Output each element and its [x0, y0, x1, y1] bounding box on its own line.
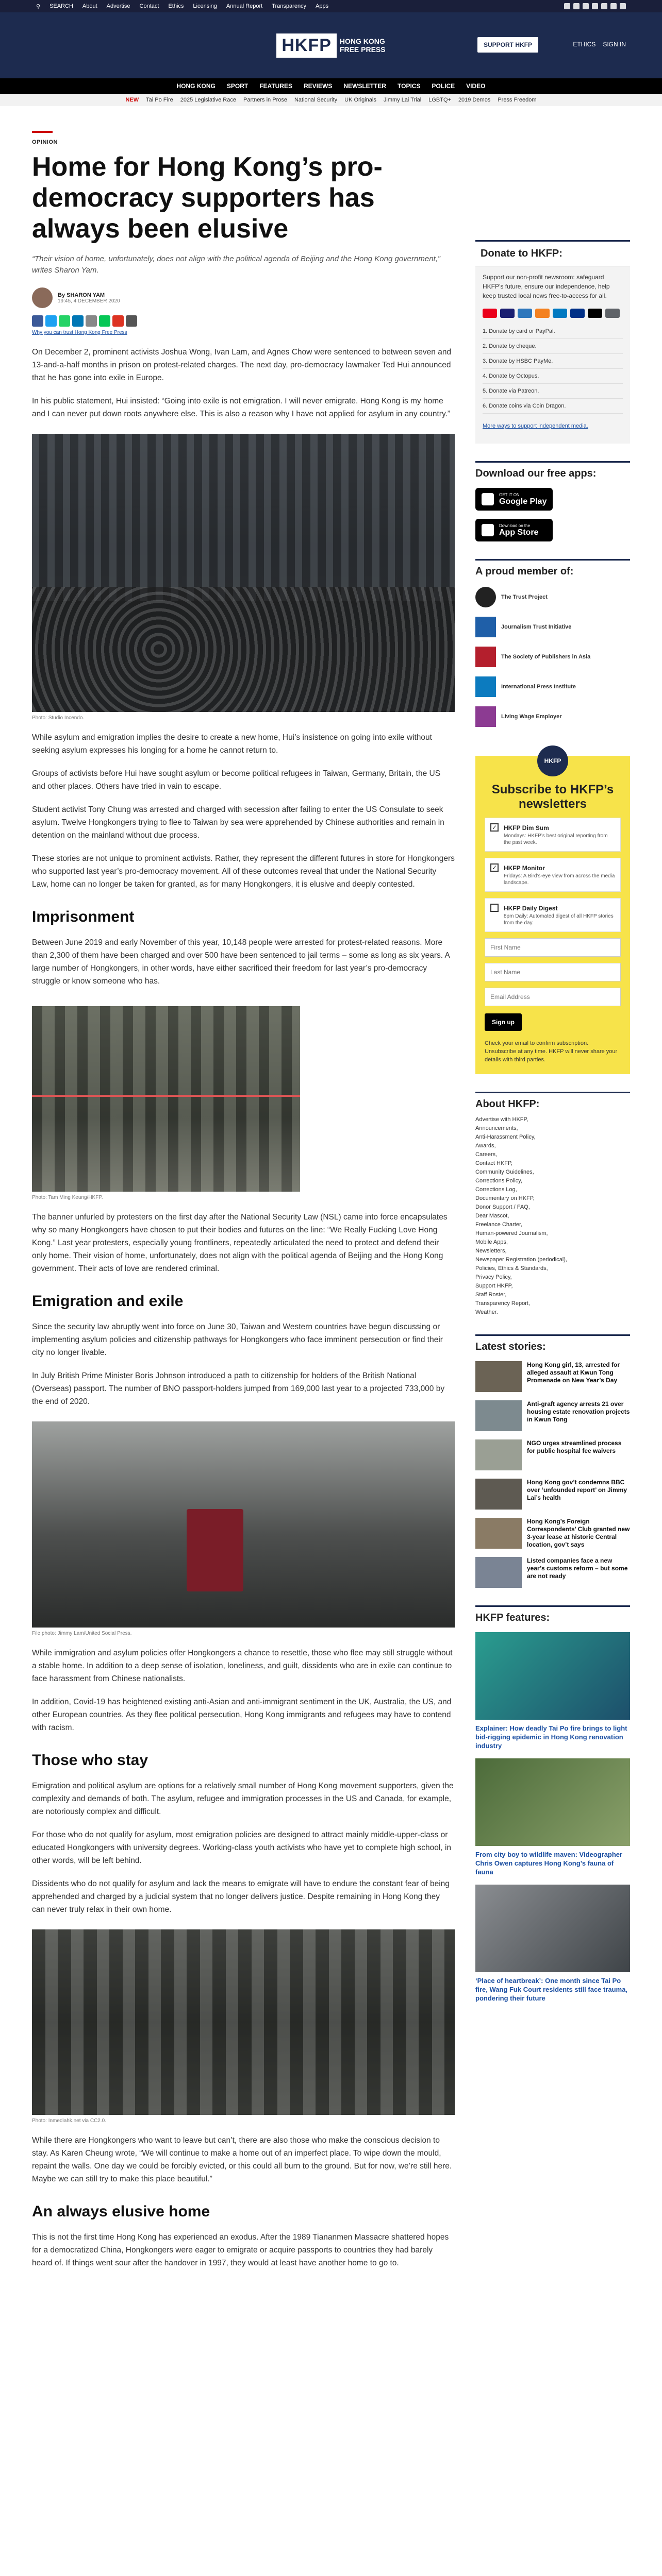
feature-thumbnail: [475, 1758, 630, 1846]
nav-video[interactable]: VIDEO: [466, 82, 486, 90]
donate-option[interactable]: 2. Donate by cheque.: [483, 339, 623, 354]
store-big-text: App Store: [499, 528, 539, 537]
subheading: Imprisonment: [32, 908, 135, 925]
trending-label: NEW: [125, 97, 139, 103]
paragraph: These stories are not unique to prominent activists. Rather, they represent the different futures in store for Hongkongers who supported last year’s pro-democracy movement. All of these outcomes reveal that under the National Security Law, home can no longer be taken for granted, as for many Hongkongers, it is elusive and deeply contested.: [32, 854, 455, 889]
paragraph: In addition, Covid-19 has heightened existing anti-Asian and anti-immigrant sentiment in the UK, Australia, the US, and other European countries. As they flee political persecution, Hong Kong immigrants and refugees may have to contend with racism.: [32, 1698, 452, 1732]
about-link[interactable]: Human-powered Journalism,: [475, 1230, 548, 1236]
latest-story[interactable]: Hong Kong’s Foreign Correspondents’ Club granted new 3-year lease at historic Central location, gov’t says: [475, 1518, 630, 1549]
email-input[interactable]: [485, 988, 621, 1006]
latest-story[interactable]: NGO urges streamlined process for public hospital fee waivers: [475, 1439, 630, 1470]
donate-option[interactable]: 3. Donate by HSBC PayMe.: [483, 354, 623, 369]
instagram-icon[interactable]: [583, 3, 589, 9]
photo-caption: File photo: Jimmy Lam/United Social Press.: [32, 1631, 132, 1636]
about-link[interactable]: Newsletters,: [475, 1248, 507, 1254]
paragraph: While immigration and asylum policies offer Hongkongers a chance to resettle, those who flee may still struggle without a stable home. In addition to a deep sense of isolation, loneliness, and guilt, dissidents who are in exile can continue to face harassment from Chinese nationalists.: [32, 1649, 453, 1683]
author-avatar: [32, 287, 53, 308]
trending-item[interactable]: LGBTQ+: [428, 97, 451, 103]
publish-date: 19:45, 4 DECEMBER 2020: [58, 298, 120, 304]
about-link[interactable]: Donor Support / FAQ,: [475, 1204, 530, 1210]
more-ways-link[interactable]: More ways to support independent media.: [483, 423, 588, 429]
discover-icon: [535, 309, 550, 318]
subheading: Emigration and exile: [32, 1293, 184, 1310]
police-photo: [32, 1006, 300, 1192]
trending-item[interactable]: 2025 Legislative Race: [180, 97, 236, 103]
about-link[interactable]: Documentary on HKFP,: [475, 1195, 535, 1201]
photo-caption: Photo: Inmediahk.net via CC2.0.: [32, 2118, 106, 2124]
youtube-icon[interactable]: [592, 3, 598, 9]
last-name-input[interactable]: [485, 963, 621, 981]
paragraph: On December 2, prominent activists Joshua Wong, Ivan Lam, and Agnes Chow were sentenced to between seven and 13-and-a-half months in prison on protest-related charges. The next day, pro-democracy lawmaker Ted Hui announced that he has gone into exile in Europe.: [32, 348, 452, 382]
about-link[interactable]: Corrections Policy,: [475, 1178, 522, 1184]
nav-sport[interactable]: SPORT: [226, 82, 249, 90]
paragraph: This is not the first time Hong Kong has experienced an exodus. After the 1989 Tiananmen Massacre shattered hopes for a democratized China, Hongkongers were eager to emigrate or acquire passports to countries they had barely heard of. If things went sour after the handover in 1997, they would at least have another home to go to.: [32, 2233, 449, 2267]
latest-story[interactable]: Hong Kong gov’t condemns BBC over ‘unfounded report’ on Jimmy Lai’s health: [475, 1479, 630, 1510]
top-link-contact[interactable]: Contact: [139, 3, 159, 9]
trending-item[interactable]: Jimmy Lai Trial: [383, 97, 422, 103]
share-line-icon[interactable]: [99, 315, 110, 327]
first-name-input[interactable]: [485, 938, 621, 957]
jti-logo: [475, 617, 496, 637]
subheading: Those who stay: [32, 1752, 148, 1769]
trending-item[interactable]: Press Freedom: [498, 97, 537, 103]
paragraph: Groups of activists before Hui have sought asylum or become political refugees in Taiwan, Germany, Britain, the US and other places. Others have tried in vain to escape.: [32, 769, 441, 791]
top-link-transparency[interactable]: Transparency: [272, 3, 307, 9]
logo-mark: HKFP: [276, 33, 337, 58]
trust-link[interactable]: Why you can trust Hong Kong Free Press: [32, 330, 127, 335]
trending-item[interactable]: UK Originals: [344, 97, 376, 103]
member-trust-project[interactable]: The Trust Project: [475, 587, 630, 607]
donate-options: [475, 320, 630, 418]
arrest-photo: [32, 1929, 455, 2115]
google-pay-icon: [605, 309, 620, 318]
trending-bar: [0, 94, 662, 106]
logo-text: HONG KONG FREE PRESS: [339, 37, 386, 54]
article: [32, 106, 455, 2269]
about-link[interactable]: Anti-Harassment Policy,: [475, 1134, 536, 1140]
ethics-link[interactable]: ETHICS: [573, 41, 596, 48]
masthead-links: [573, 41, 626, 48]
about-link[interactable]: Freelance Charter,: [475, 1222, 523, 1228]
features-title: HKFP features:: [475, 1605, 630, 1624]
about-link[interactable]: Newspaper Registration (periodical),: [475, 1257, 567, 1263]
about-link[interactable]: Contact HKFP,: [475, 1160, 512, 1166]
paragraph: Since the security law abruptly went into force on June 30, Taiwan and Western countries have begun discussing or implementing asylum policies and citizenship pathways for Hongkongers who face imminent persecution or find their city no longer livable.: [32, 1323, 443, 1357]
share-whatsapp-icon[interactable]: [59, 315, 70, 327]
story-thumbnail: [475, 1361, 522, 1392]
about-link[interactable]: Support HKFP,: [475, 1283, 513, 1289]
newsletter-option[interactable]: HKFP Daily Digest 8pm Daily: Automated digest of all HKFP stories from the day.: [485, 898, 621, 932]
checkbox[interactable]: ✓: [490, 863, 499, 872]
paragraph: The banner unfurled by protesters on the first day after the National Security Law (NSL) came into force encapsulates why so many Hongkongers have chosen to put their bodies and futures on the line: “We Really Fucking Love Hong Kong.” Last year protesters, especially young frontliners, repeatedly articulated the need to protect and defend their only home. Their vision of home, unfortunately, does not align with the political agenda of Beijing and the Hong Kong government. Their acts of love are rendered criminal.: [32, 1213, 448, 1273]
paragraph: In July British Prime Minister Boris Johnson introduced a path to citizenship for holders of the British National (Overseas) passport. The number of BNO passport-holders jumped from 169,000 last year to a projected 733,000 by the end of 2020.: [32, 1371, 445, 1406]
newsletter-box: [475, 756, 630, 1074]
paragraph: In his public statement, Hui insisted: “Going into exile is not emigration. I will never emigrate. Hong Kong is my home and I can never put down roots anywhere else. This is also a reason why I have not applied for asylum in any country.”: [32, 397, 451, 418]
section-divider: [32, 131, 53, 133]
story-thumbnail: [475, 1479, 522, 1510]
trending-item[interactable]: 2019 Demos: [458, 97, 491, 103]
payment-icons: [475, 307, 630, 320]
social-icons: [564, 3, 626, 9]
author-name[interactable]: By SHARON YAM: [58, 292, 105, 298]
about-link[interactable]: Privacy Policy,: [475, 1274, 512, 1280]
sopa-logo: [475, 647, 496, 667]
passport-image: [187, 1509, 243, 1591]
section-label[interactable]: OPINION: [32, 139, 58, 145]
latest-story[interactable]: Listed companies face a new year’s customs reform – but some are not ready: [475, 1557, 630, 1588]
trending-item[interactable]: National Security: [294, 97, 338, 103]
trending-item[interactable]: Tai Po Fire: [146, 97, 173, 103]
facebook-icon[interactable]: [564, 3, 570, 9]
share-twitter-icon[interactable]: [45, 315, 57, 327]
top-link-apps[interactable]: Apps: [316, 3, 329, 9]
nav-features[interactable]: FEATURES: [259, 82, 292, 90]
store-big-text: Google Play: [499, 497, 547, 506]
donate-option[interactable]: 6. Donate coins via Coin Dragon.: [483, 399, 623, 414]
masthead: [0, 12, 662, 78]
newsletter-title: Subscribe to HKFP’s newsletters: [491, 783, 614, 811]
latest-story[interactable]: Hong Kong girl, 13, arrested for alleged assault at Kwun Tong Promenade on New Year’s Day: [475, 1361, 630, 1392]
about-link[interactable]: Weather.: [475, 1309, 498, 1315]
about-links: [475, 1115, 630, 1317]
donate-intro: Support our non-profit newsroom: safeguard HKFP’s future, ensure our independence, help keep trusted local news free-to-access for all.: [483, 274, 610, 299]
paragraph: Between June 2019 and early November of this year, 10,148 people were arrested for protest-related reasons. More than 2,300 of them have been charged and over 500 have been sentenced to jail terms – some as long as six years. A large number of Hongkongers, in other words, have either sacrificed their freedom for last year’s pro-democracy struggle or know someone who has.: [32, 938, 450, 986]
member-sopa[interactable]: The Society of Publishers in Asia: [475, 647, 630, 667]
living-wage-logo: [475, 706, 496, 727]
trust-project-logo: [475, 587, 496, 607]
latest-story[interactable]: Anti-graft agency arrests 21 over housing estate renovation projects in Kwun Tong: [475, 1400, 630, 1431]
paypal-icon: [570, 309, 585, 318]
about-link[interactable]: Announcements,: [475, 1125, 518, 1131]
standfirst: “Their vision of home, unfortunately, does not align with the political agenda of Beijing and the Hong Kong government,” writes Sharon Yam.: [32, 255, 440, 275]
share-print-icon[interactable]: [126, 315, 137, 327]
story-thumbnail: [475, 1518, 522, 1549]
apple-icon: [482, 524, 494, 536]
ipi-logo: [475, 676, 496, 697]
hkfp-newsletter-logo: HKFP: [537, 745, 568, 776]
about-link[interactable]: Transparency Report,: [475, 1300, 530, 1307]
share-email-icon[interactable]: [86, 315, 97, 327]
about-link[interactable]: Mobile Apps,: [475, 1239, 508, 1245]
share-linkedin-icon[interactable]: [72, 315, 84, 327]
share-buttons: [32, 315, 455, 327]
top-link-annual-report[interactable]: Annual Report: [226, 3, 263, 9]
amex-icon: [518, 309, 532, 318]
mastercard-icon: [483, 309, 497, 318]
site-logo[interactable]: [276, 33, 385, 58]
nav-police[interactable]: POLICE: [432, 82, 455, 90]
about-link[interactable]: Corrections Log,: [475, 1187, 517, 1193]
donate-box: [475, 240, 630, 444]
share-reddit-icon[interactable]: [112, 315, 124, 327]
search-icon[interactable]: ⚲: [36, 3, 41, 10]
about-link[interactable]: Dear Mascot,: [475, 1213, 509, 1219]
rss-icon[interactable]: [620, 3, 626, 9]
protest-photo: [32, 434, 455, 712]
search-link[interactable]: SEARCH: [49, 3, 73, 9]
twitter-icon[interactable]: [573, 3, 580, 9]
newsletter-option[interactable]: ✓ HKFP Dim Sum Mondays: HKFP’s best original reporting from the past week.: [485, 818, 621, 852]
google-play-icon: [482, 493, 494, 505]
byline: [32, 287, 455, 308]
feature-story[interactable]: Explainer: How deadly Tai Po fire brings to light bid-rigging epidemic in Hong Kong renovation industry: [475, 1632, 630, 1750]
paragraph: Dissidents who do not qualify for asylum and lack the means to emigrate will have to endure the constant fear of being apprehended and charged by a judicial system that no longer delivers justice. Despite remaining in Hong Kong they can never truly relax in their own home.: [32, 1879, 450, 1914]
paragraph: Student activist Tony Chung was arrested and charged with secession after failing to enter the US Consulate to seek asylum. Twelve Hongkongers trying to flee to Taiwan by sea were apprehended by Chinese authorities and remain in detention on the mainland without due process.: [32, 805, 444, 840]
about-link[interactable]: Staff Roster,: [475, 1292, 507, 1298]
google-play-button[interactable]: [475, 488, 553, 511]
story-thumbnail: [475, 1439, 522, 1470]
top-link-licensing[interactable]: Licensing: [193, 3, 217, 9]
top-link-about[interactable]: About: [82, 3, 97, 9]
nav-hong-kong[interactable]: HONG KONG: [176, 82, 216, 90]
visa-icon: [500, 309, 515, 318]
checkbox[interactable]: ✓: [490, 823, 499, 832]
sidebar: [475, 106, 630, 2003]
newsletter-option[interactable]: ✓ HKFP Monitor Fridays: A Bird’s-eye view from across the media landscape.: [485, 858, 621, 892]
sign-in-link[interactable]: SIGN IN: [603, 41, 626, 48]
about-link[interactable]: Advertise with HKFP,: [475, 1116, 528, 1123]
newsletter-fineprint: Check your email to confirm subscription. Unsubscribe at any time. HKFP will never share your details with third parties.: [485, 1040, 618, 1063]
story-thumbnail: [475, 1557, 522, 1588]
top-link-advertise[interactable]: Advertise: [106, 3, 130, 9]
subheading: An always elusive home: [32, 2203, 210, 2220]
feature-thumbnail: [475, 1632, 630, 1720]
about-link[interactable]: Awards,: [475, 1143, 496, 1149]
nav-reviews[interactable]: REVIEWS: [303, 82, 333, 90]
photo-caption: Photo: Studio Incendo.: [32, 715, 85, 721]
store-small-text: Download on the: [499, 523, 531, 528]
apps-title: Download our free apps:: [475, 461, 630, 480]
feature-thumbnail: [475, 1885, 630, 1972]
trending-item[interactable]: Partners in Prose: [243, 97, 287, 103]
donate-title: Donate to HKFP:: [475, 240, 630, 266]
telegram-icon[interactable]: [610, 3, 617, 9]
donate-option[interactable]: 5. Donate via Patreon.: [483, 384, 623, 399]
donate-option[interactable]: 1. Donate by card or PayPal.: [483, 324, 623, 339]
member-jti[interactable]: Journalism Trust Initiative: [475, 617, 630, 637]
main-nav: [0, 78, 662, 94]
share-facebook-icon[interactable]: [32, 315, 43, 327]
support-hkfp-button[interactable]: SUPPORT HKFP: [477, 37, 538, 53]
feature-story[interactable]: ‘Place of heartbreak’: One month since Tai Po fire, Wang Fuk Court residents still face trauma, pondering their future: [475, 1885, 630, 2003]
police-tape: [32, 1095, 300, 1097]
member-title: A proud member of:: [475, 559, 630, 578]
top-link-ethics[interactable]: Ethics: [168, 3, 184, 9]
photo-caption: Photo: Tam Ming Keung/HKFP.: [32, 1195, 103, 1200]
latest-title: Latest stories:: [475, 1334, 630, 1353]
linkedin-icon[interactable]: [601, 3, 607, 9]
jcb-icon: [553, 309, 567, 318]
nav-topics[interactable]: TOPICS: [398, 82, 421, 90]
paragraph: While there are Hongkongers who want to leave but can’t, there are also those who make the conscious decision to stay. As Karen Cheung wrote, “We will continue to make a home out of an imperfect place. To wipe down the mould, repaint the walls. One day we could be forcibly evicted, or this could all burn to the ground. But for now, we’re still here. Maybe we can still try to make this place beautiful.”: [32, 2136, 452, 2183]
about-link[interactable]: Careers,: [475, 1151, 498, 1158]
top-bar: [0, 0, 662, 12]
nav-newsletter[interactable]: NEWSLETTER: [343, 82, 386, 90]
bno-passport-photo: [32, 1421, 455, 1628]
about-title: About HKFP:: [475, 1092, 630, 1110]
feature-story[interactable]: From city boy to wildlife maven: Videographer Chris Owen captures Hong Kong’s fauna of fauna: [475, 1758, 630, 1876]
checkbox[interactable]: [490, 904, 499, 912]
store-small-text: GET IT ON: [499, 492, 520, 497]
article-title: Home for Hong Kong’s pro-democracy supporters has always been elusive: [32, 152, 383, 244]
paragraph: Emigration and political asylum are options for a relatively small number of Hong Kong movement supporters, given the complexity and demands of both. The asylum, refugee and immigration processes in the US and Canada, for example, are notoriously complex and difficult.: [32, 1782, 454, 1816]
about-link[interactable]: Community Guidelines,: [475, 1169, 534, 1175]
paragraph: For those who do not qualify for asylum, most emigration policies are designed to attract mainly middle-upper-class or educated Hongkongers with university degrees. Working-class youth activists who have yet to complete high school, in other words, will be left behind.: [32, 1831, 452, 1865]
about-link[interactable]: Policies, Ethics & Standards,: [475, 1265, 548, 1272]
sign-up-button[interactable]: Sign up: [485, 1013, 522, 1031]
donate-option[interactable]: 4. Donate by Octopus.: [483, 369, 623, 384]
apple-pay-icon: [588, 309, 602, 318]
member-living-wage[interactable]: Living Wage Employer: [475, 706, 630, 727]
story-thumbnail: [475, 1400, 522, 1431]
member-ipi[interactable]: International Press Institute: [475, 676, 630, 697]
paragraph: While asylum and emigration implies the desire to create a new home, Hui’s insistence on going into exile without seeking asylum expresses his longing for a home he cannot return to.: [32, 733, 432, 755]
app-store-button[interactable]: [475, 519, 553, 541]
